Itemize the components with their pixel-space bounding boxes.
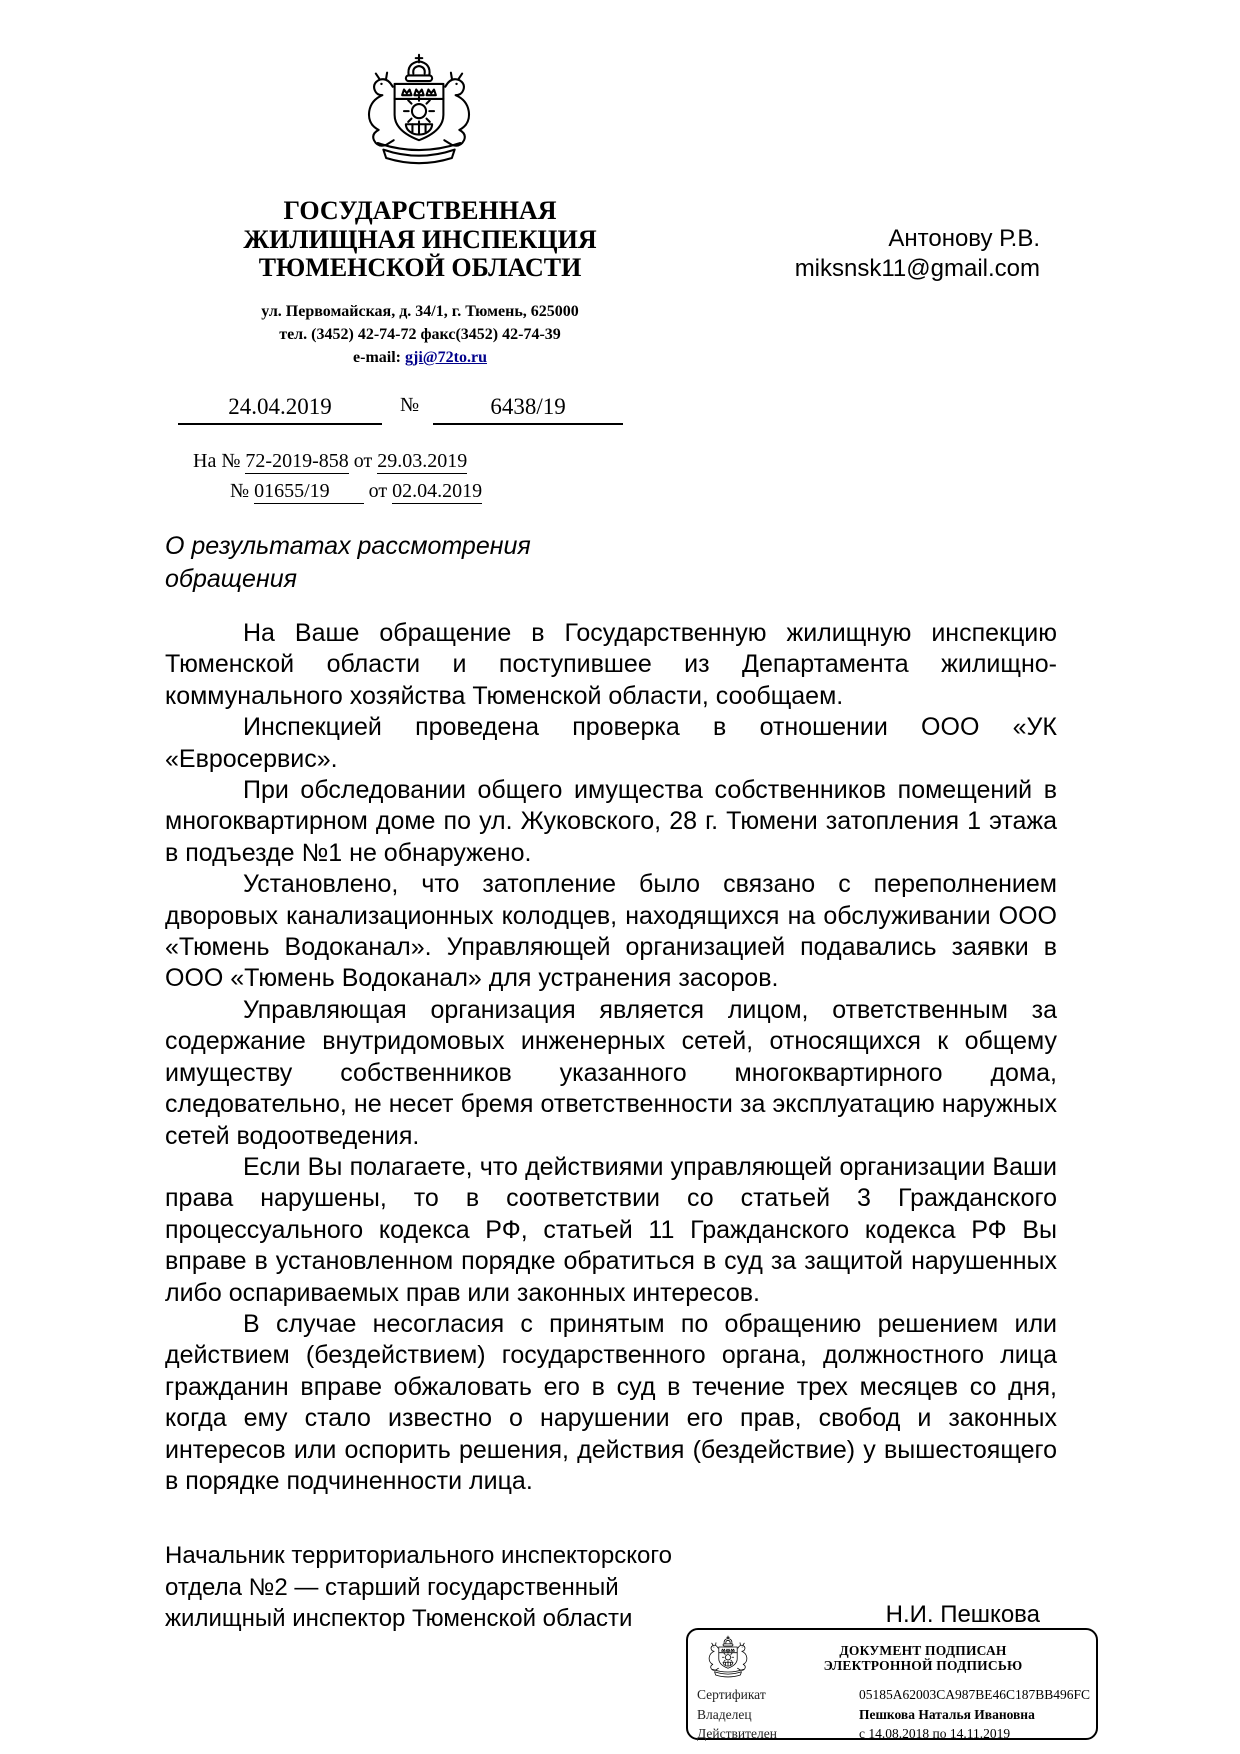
org-contacts [150, 300, 690, 369]
signature-position-line: Начальник территориального инспекторского [165, 1542, 672, 1569]
ref-date: 29.03.2019 [377, 450, 468, 472]
org-name-line: ТЮМЕНСКОЙ ОБЛАСТИ [258, 253, 582, 282]
email-label: e-mail: [353, 349, 401, 366]
stamp-coat-of-arms-icon [697, 1635, 759, 1681]
stamp-label: Сертификат [697, 1687, 766, 1702]
reference-line [230, 476, 482, 506]
esign-stamp [686, 1628, 1098, 1740]
paragraph: На Ваше обращение в Государственную жилищную инспекцию Тюменской области и поступившее из Департамента жилищно-коммунального хозяйства Тюменской области, сообщаем. [165, 619, 1057, 710]
stamp-row-owner [697, 1705, 1087, 1725]
subject-line: О результатах рассмотрения [165, 532, 531, 560]
recipient-block [700, 224, 1040, 284]
date-field: 24.04.2019 [178, 394, 382, 425]
subject-line: обращения [165, 565, 297, 593]
stamp-value: с 14.08.2018 по 14.11.2019 [859, 1726, 1011, 1741]
ref-prefix: На № [193, 450, 241, 472]
reference-line [193, 446, 482, 476]
phone-line: тел. (3452) 42-74-72 факс(3452) 42-74-39 [279, 326, 561, 343]
stamp-rows [697, 1685, 1091, 1744]
reference-block [193, 446, 482, 506]
signature-name: Н.И. Пешкова [885, 1601, 1040, 1628]
recipient-email: miksnsk11@gmail.com [794, 255, 1040, 282]
stamp-title-line: ДОКУМЕНТ ПОДПИСАН [839, 1642, 1007, 1658]
signature-position-line: жилищный инспектор Тюменской области [165, 1605, 633, 1632]
date-number-row [178, 394, 623, 425]
paragraph: Инспекцией проведена проверка в отношении ООО «УК «Евросервис». [165, 713, 1057, 773]
letter-body [165, 618, 1057, 1497]
ref-ot: от [368, 480, 388, 502]
stamp-label: Владелец [697, 1706, 752, 1722]
paragraph: Если Вы полагаете, что действиями управляющей организации Ваши права нарушены, то в соответствии со статьей 3 Гражданского процессуального кодекса РФ, статьей 11 Гражданского кодекса РФ Вы вправе в установленном порядке обратиться в суд за защитой нарушенных либо оспариваемых прав или законных интересов. [165, 1152, 1057, 1307]
paragraph: При обследовании общего имущества собственников помещений в многоквартирном доме по ул. Жуковского, 28 г. Тюмени затопления 1 этажа в подъезде №1 не обнаружено. [165, 776, 1057, 867]
ref-number: 72-2019-858 [245, 450, 349, 472]
stamp-title [759, 1643, 1087, 1674]
subject [165, 530, 531, 596]
ref-ot: от [353, 450, 373, 472]
stamp-value: Пешкова Наталья Ивановна [859, 1706, 1035, 1722]
paragraph: Установлено, что затопление было связано с переполнением дворовых канализационных колодцев, находящихся на обслуживании ООО «Тюмень Водоканал». Управляющей организацией подавались заявки в ООО «Тюмень Водоканал» для устранения засоров. [165, 870, 1057, 993]
paragraph: В случае несогласия с принятым по обращению решением или действием (бездействием) государственного органа, должностного лица гражданин вправе обжаловать его в суд в течение трех месяцев со дня, когда ему стало известно о нарушении его прав, свобод и законных интересов или оспорить решения, действия (бездействие) у вышестоящего в порядке подчиненности лица. [165, 1309, 1057, 1495]
signature-position-line: отдела №2 — старший государственный [165, 1573, 619, 1601]
ref-date: 02.04.2019 [392, 480, 483, 502]
address-line: ул. Первомайская, д. 34/1, г. Тюмень, 625000 [261, 303, 579, 320]
paragraph: Управляющая организация является лицом, ответственным за содержание внутридомовых инженерных сетей, относящихся к общему имуществу собственников указанного многоквартирного дома, следовательно, не несет бремя ответственности за эксплуатацию наружных сетей водоотведения. [165, 995, 1057, 1150]
stamp-row-validity [697, 1724, 1087, 1744]
esign-stamp-header [697, 1634, 1087, 1682]
organization-name [150, 197, 690, 283]
number-sign: № [400, 394, 420, 416]
email-line [150, 346, 690, 369]
number-field: 6438/19 [433, 394, 623, 425]
org-name-line: ЖИЛИЩНАЯ ИНСПЕКЦИЯ [243, 224, 597, 254]
stamp-row-certificate [697, 1685, 1091, 1705]
stamp-label: Действителен [697, 1726, 777, 1741]
stamp-title-line: ЭЛЕКТРОННОЙ ПОДПИСЬЮ [823, 1658, 1023, 1673]
ref-number: 01655/19 [254, 480, 364, 504]
recipient-name: Антонову Р.В. [888, 225, 1040, 252]
email-link[interactable]: gji@72to.ru [405, 349, 487, 366]
org-name-line: ГОСУДАРСТВЕННАЯ [283, 196, 557, 225]
stamp-value: 05185A62003CA987BE46C187BB496FC [859, 1687, 1091, 1702]
ref-prefix: № [230, 480, 250, 502]
coat-of-arms-icon [340, 52, 498, 174]
